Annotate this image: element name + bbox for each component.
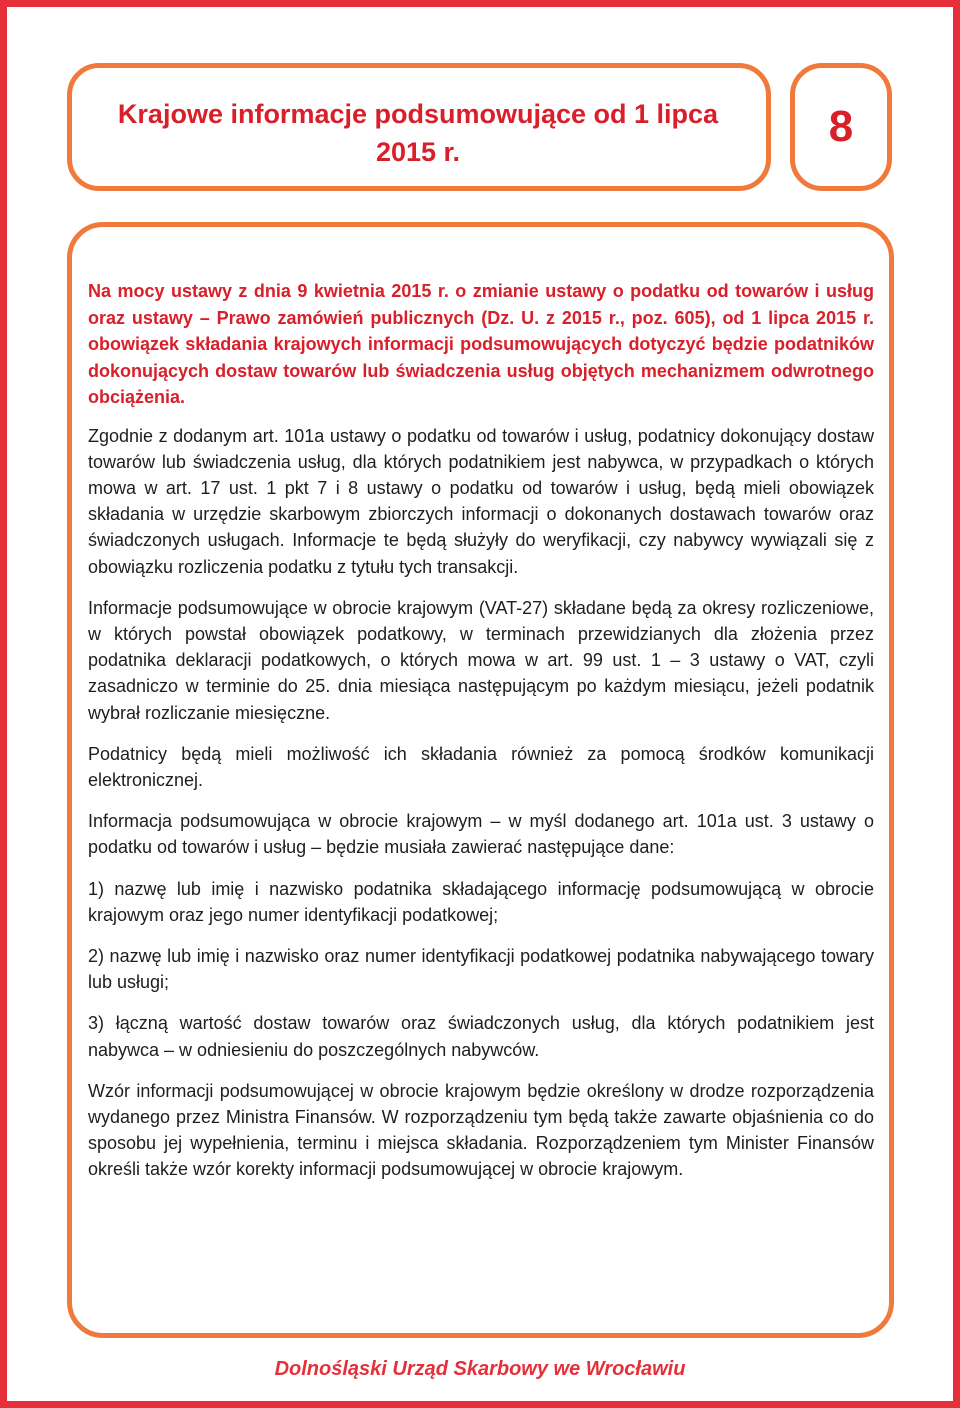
paragraph-article-101a: Zgodnie z dodanym art. 101a ustawy o podatku od towarów i usług, podatnicy dokonujący dostaw towarów lub świadczenia usług, dla których podatnikiem jest nabywca, w przypadkach o których mowa w art. 17 ust. 1 pkt 7 i 8 ustawy o podatku od towarów i usług, będą mieli obowiązek składania w urzędzie skarbowym zbiorczych informacji o dokonanych dostawach towarów oraz świadczonych usługach. Informacje te będą służyły do weryfikacji, czy nabywcy wywiązali się z obowiązku rozliczenia podatku z tytułu tych transakcji. [88, 425, 874, 577]
intro-paragraph: Na mocy ustawy z dnia 9 kwietnia 2015 r. o zmianie ustawy o podatku od towarów i usług oraz ustawy – Prawo zamówień publicznych (Dz. U. z 2015 r., poz. 605), od 1 lipca 2015 r. obowiązek składania krajowych informacji podsumowujących dotyczyć będzie podatników dokonujących dostaw towarów lub świadczenia usług objętych mechanizmem odwrotnego obciążenia. [88, 281, 874, 407]
chapter-number-box [790, 63, 892, 191]
page-title: Krajowe informacje podsumowujące od 1 lipca 2015 r. [117, 99, 719, 167]
list-item-1: 1) nazwę lub imię i nazwisko podatnika składającego informację podsumowującą w obrocie krajowym oraz jego numer identyfikacji podatkowej; [88, 878, 874, 925]
chapter-number: 8 [828, 102, 854, 151]
content-body [88, 278, 874, 1198]
list-item-2: 2) nazwę lub imię i nazwisko oraz numer identyfikacji podatkowej podatnika nabywającego towary lub usługi; [88, 945, 874, 993]
content-box [67, 222, 894, 1338]
footer-office-name: Dolnośląski Urząd Skarbowy we Wrocławiu [274, 1358, 686, 1380]
paragraph-electronic-submission: Podatnicy będą mieli możliwość ich składania również za pomocą środków komunikacji elektronicznej. [88, 743, 874, 790]
list-item-3: 3) łączną wartość dostaw towarów oraz świadczonych usług, dla których podatnikiem jest nabywca – w odniesieniu do poszczególnych nabywców. [88, 1013, 874, 1060]
paragraph-vat27-deadlines: Informacje podsumowujące w obrocie krajowym (VAT-27) składane będą za okresy rozliczeniowe, w których powstał obowiązek podatkowy, w terminach przewidzianych dla złożenia przez podatnika deklaracji podatkowych, o których mowa w art. 99 ust. 1 – 3 ustawy o VAT, czyli zasadniczo w terminie do 25. dnia miesiąca następującym po każdym miesiącu, jeżeli podatnik wybrał rozliczanie miesięczne. [88, 597, 874, 723]
title-box [67, 63, 771, 191]
paragraph-required-data: Informacja podsumowująca w obrocie krajowym – w myśl dodanego art. 101a ust. 3 ustawy o podatku od towarów i usług – będzie musiała zawierać następujące dane: [88, 811, 874, 858]
paragraph-regulation: Wzór informacji podsumowującej w obrocie krajowym będzie określony w drodze rozporządzenia wydanego przez Ministra Finansów. W rozporządzeniu tym będą także zawarte objaśnienia co do sposobu jej wypełnienia, terminu i miejsca składania. Rozporządzeniem tym Minister Finansów określi także wzór korekty informacji podsumowującej w obrocie krajowym. [88, 1080, 874, 1180]
